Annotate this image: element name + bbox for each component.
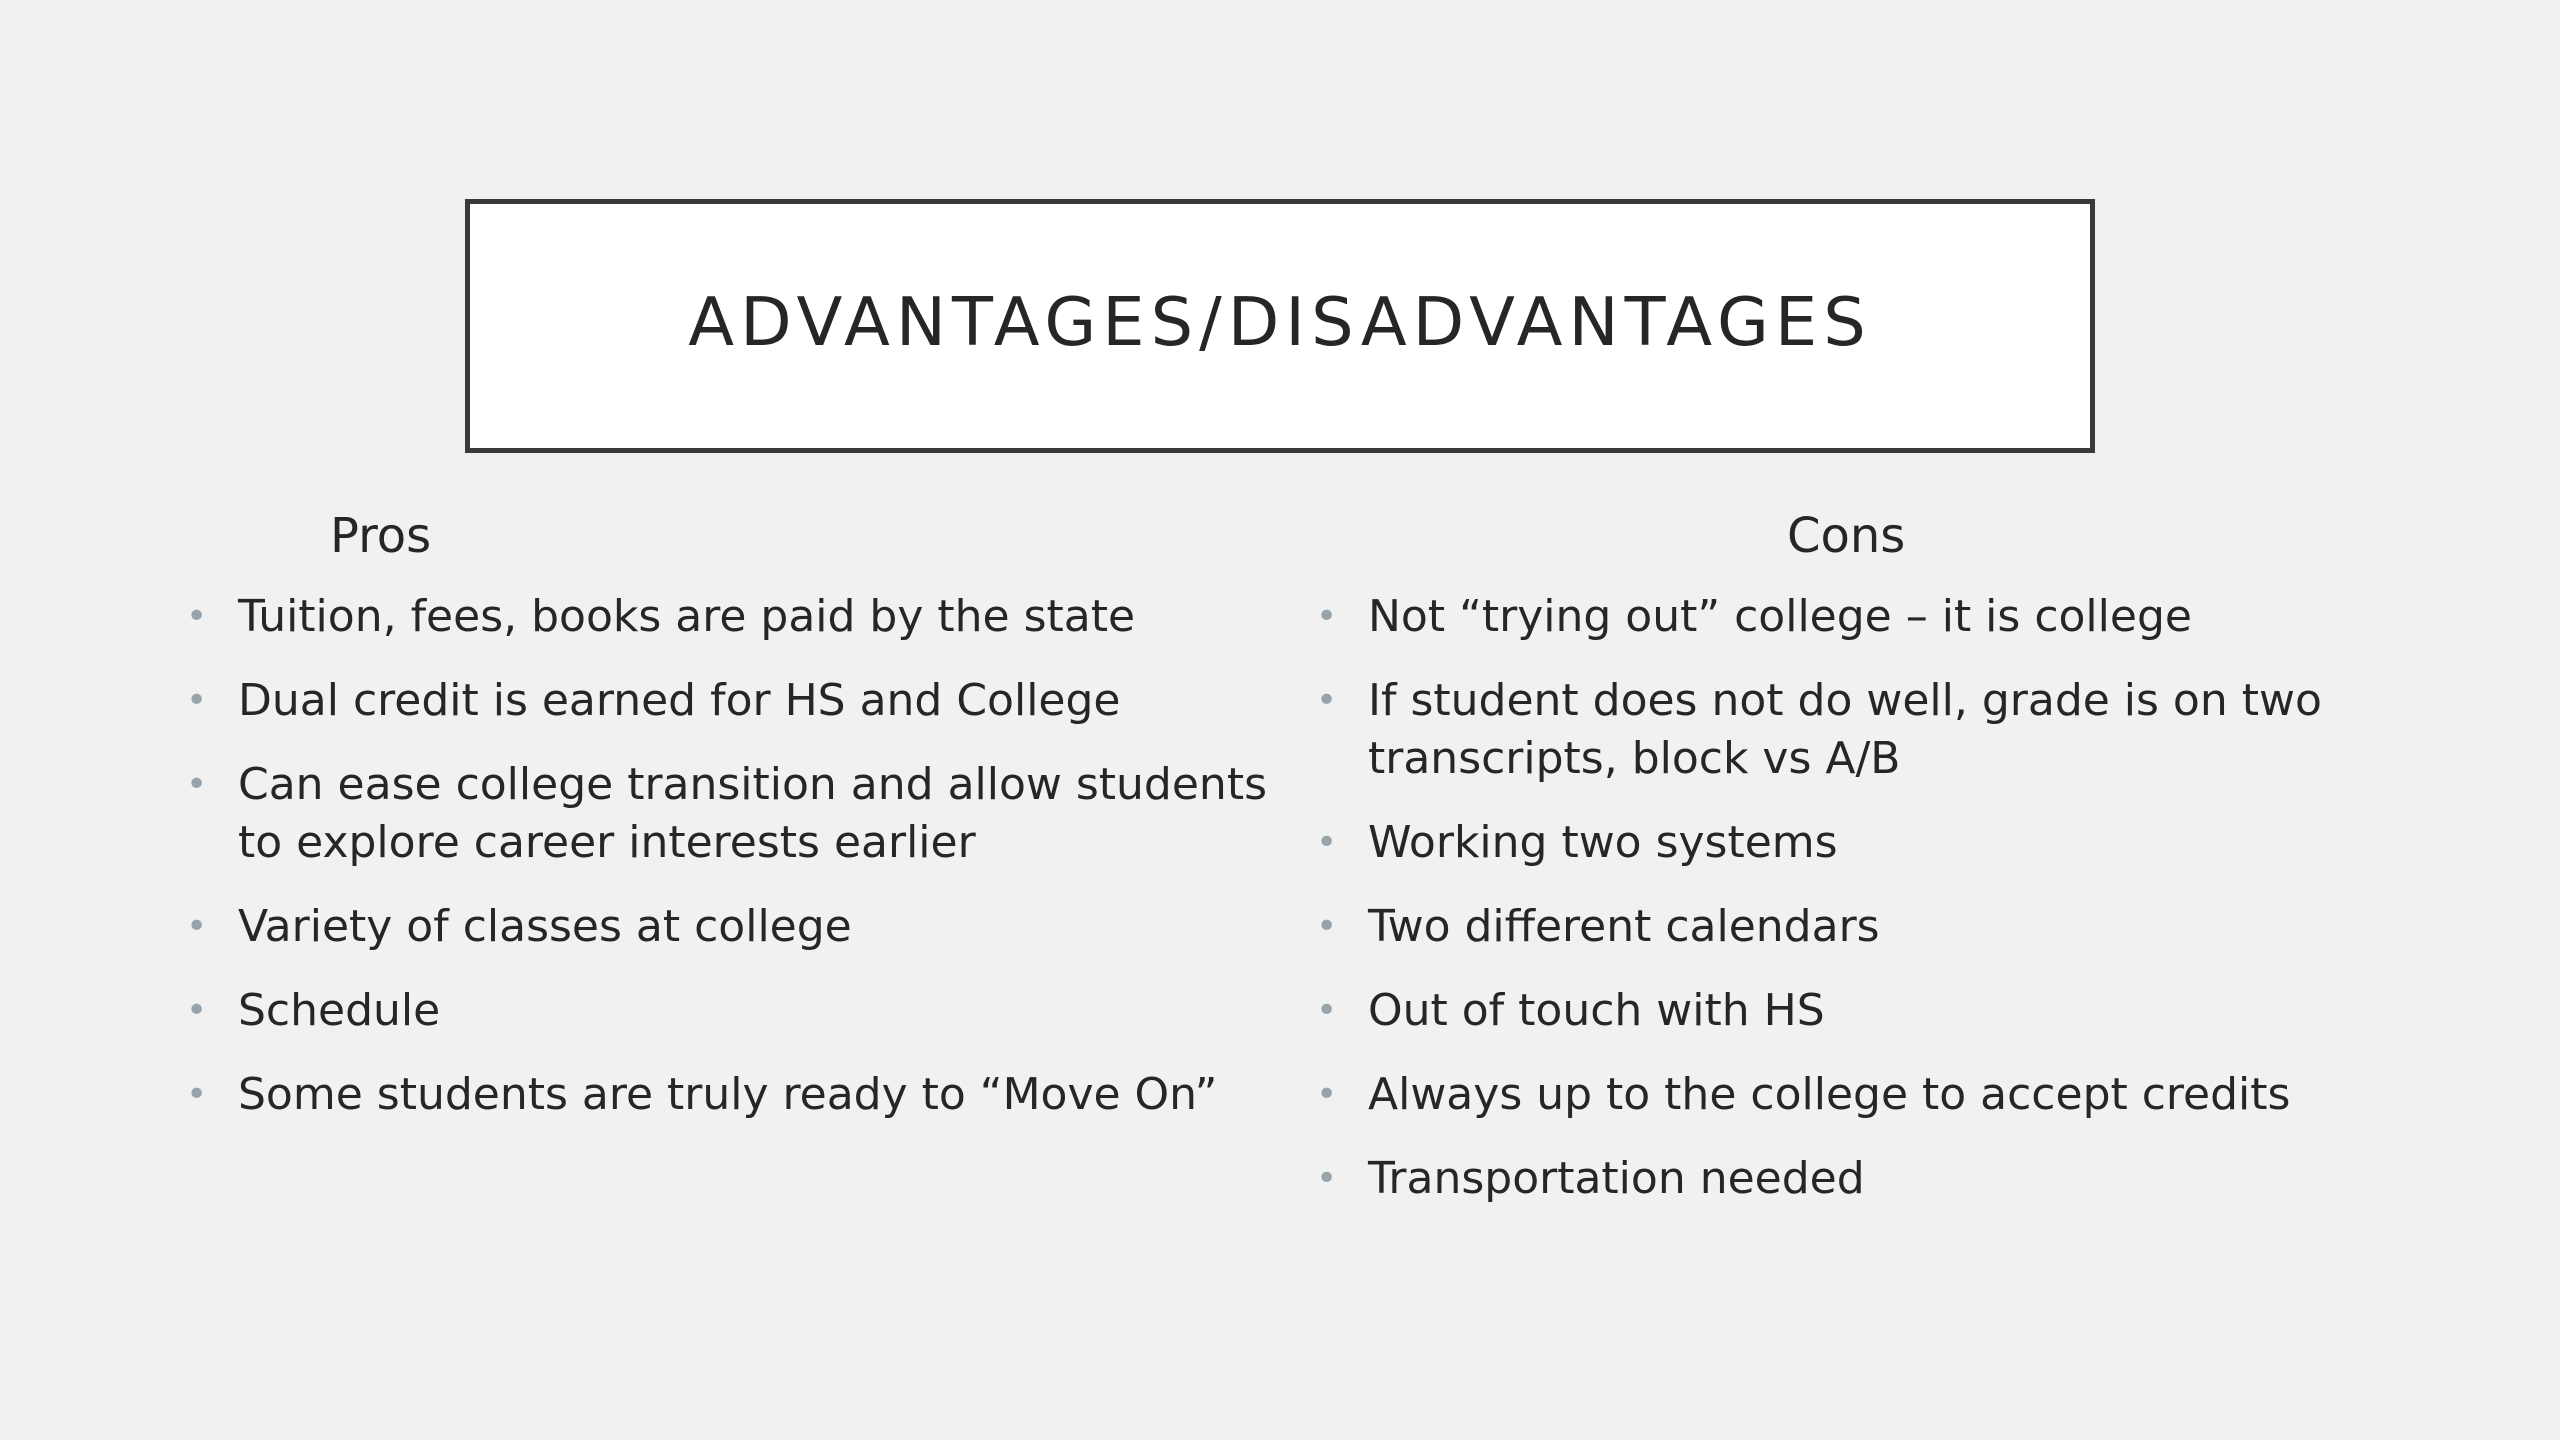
cons-item-text: Always up to the college to accept credits <box>1368 1069 2291 1120</box>
pros-item <box>186 756 1316 872</box>
cons-item-text: Transportation needed <box>1368 1153 1865 1204</box>
slide-title: ADVANTAGES/DISADVANTAGES <box>688 283 1872 361</box>
title-box[interactable] <box>465 199 2095 453</box>
cons-item <box>1316 814 2476 872</box>
cons-item-text: If student does not do well, grade is on two transcripts, block vs A/B <box>1368 675 2322 784</box>
bullet-icon: • <box>186 764 208 805</box>
pros-list <box>186 588 1316 1150</box>
cons-item-text: Not “trying out” college – it is college <box>1368 591 2192 642</box>
bullet-icon: • <box>186 1074 208 1115</box>
pros-item <box>186 1066 1316 1124</box>
cons-item <box>1316 1066 2476 1124</box>
pros-item-text: Tuition, fees, books are paid by the state <box>238 591 1136 642</box>
cons-item <box>1316 1150 2476 1208</box>
cons-item <box>1316 672 2476 788</box>
pros-item <box>186 672 1316 730</box>
pros-heading: Pros <box>330 508 432 564</box>
cons-item <box>1316 982 2476 1040</box>
pros-item <box>186 588 1316 646</box>
pros-item-text: Schedule <box>238 985 441 1036</box>
pros-item-text: Can ease college transition and allow students to explore career interests earlier <box>238 759 1267 868</box>
bullet-icon: • <box>186 906 208 947</box>
cons-item <box>1316 588 2476 646</box>
bullet-icon: • <box>1316 1074 1338 1115</box>
cons-list <box>1316 588 2476 1234</box>
pros-item-text: Variety of classes at college <box>238 901 852 952</box>
pros-item-text: Some students are truly ready to “Move On” <box>238 1069 1218 1120</box>
cons-item <box>1316 898 2476 956</box>
bullet-icon: • <box>186 680 208 721</box>
cons-item-text: Out of touch with HS <box>1368 985 1825 1036</box>
cons-heading: Cons <box>1787 508 1906 564</box>
bullet-icon: • <box>1316 990 1338 1031</box>
cons-item-text: Two different calendars <box>1368 901 1880 952</box>
cons-item-text: Working two systems <box>1368 817 1838 868</box>
bullet-icon: • <box>186 990 208 1031</box>
bullet-icon: • <box>1316 680 1338 721</box>
pros-item <box>186 898 1316 956</box>
pros-item <box>186 982 1316 1040</box>
bullet-icon: • <box>1316 906 1338 947</box>
bullet-icon: • <box>1316 822 1338 863</box>
bullet-icon: • <box>1316 1158 1338 1199</box>
pros-item-text: Dual credit is earned for HS and College <box>238 675 1121 726</box>
bullet-icon: • <box>1316 596 1338 637</box>
bullet-icon: • <box>186 596 208 637</box>
